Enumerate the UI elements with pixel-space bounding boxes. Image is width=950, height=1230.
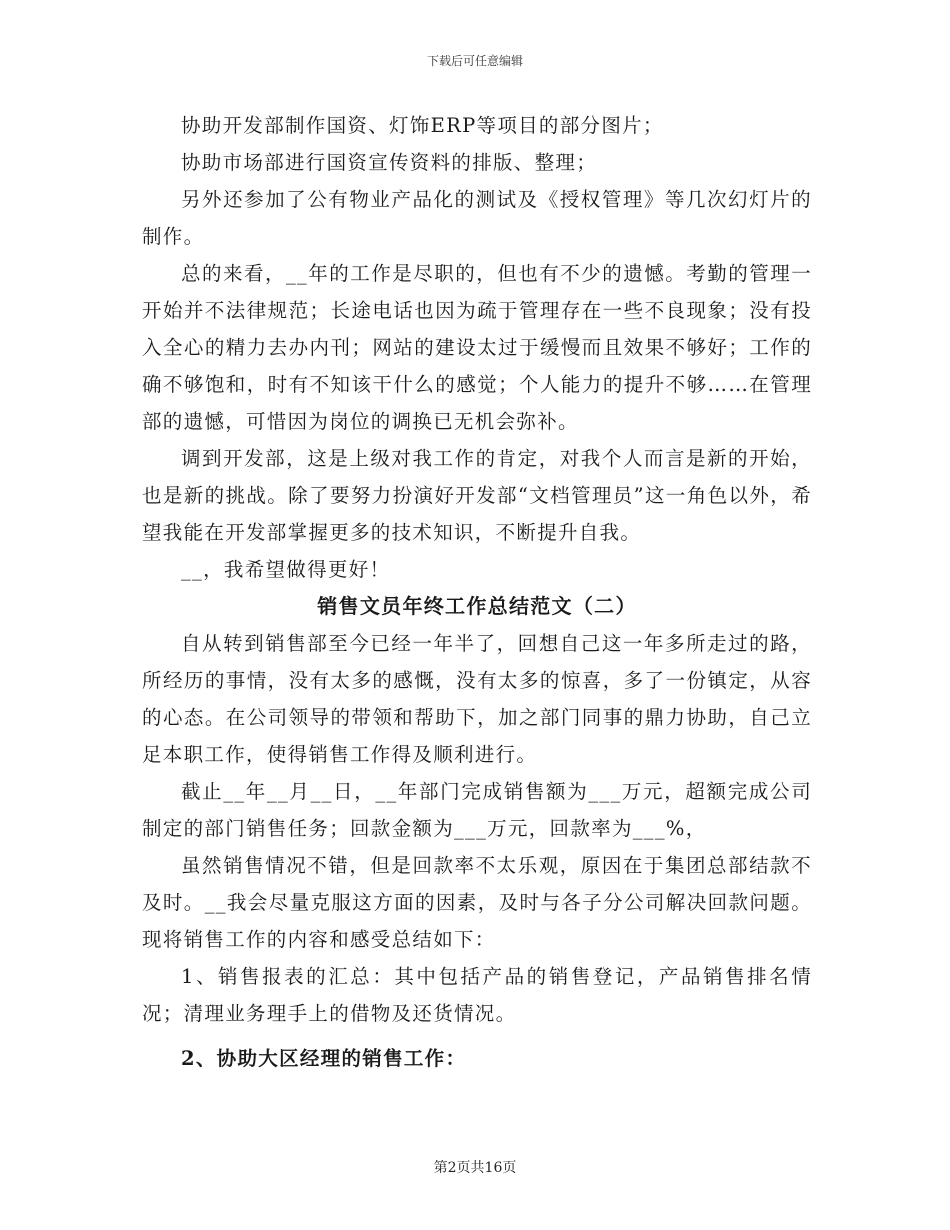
page-footer: 第2页共16页	[433, 1160, 517, 1176]
paragraph: __，我希望做得更好！	[181, 558, 391, 581]
paragraph: 1、销售报表的汇总：其中包括产品的销售登记，产品销售排名情况；清理业务理手上的借物及还货情况。	[142, 965, 812, 1025]
paragraph: 总的来看，__年的工作是尽职的，但也有不少的遗憾。考勤的管理一开始并不法律规范；长途电话也因为疏于管理存在一些不良现象；没有投入全心的精力去办内刊；网站的建设太过于缓慢而且效果不够好；工作的确不够饱和，时有不知该干什么的感觉；个人能力的提升不够……在管理部的遗憾，可惜因为岗位的调换已无机会弥补。	[142, 262, 812, 433]
page-header: 下载后可任意编辑	[426, 54, 523, 68]
paragraph: 虽然销售情况不错，但是回款率不太乐观，原因在于集团总部结款不及时。__我会尽量克服这方面的因素，及时与各子分公司解决回款问题。现将销售工作的内容和感受总结如下：	[142, 854, 812, 951]
paragraph: 自从转到销售部至今已经一年半了，回想自己这一年多所走过的路，所经历的事情，没有太多的感慨，没有太多的惊喜，多了一份镇定，从容的心态。在公司领导的带领和帮助下，加之部门同事的鼎力协助，自己立足本职工作，使得销售工作得及顺利进行。	[142, 632, 812, 766]
paragraph: 协助市场部进行国资宣传资料的排版、整理；	[181, 151, 598, 174]
paragraph: 协助开发部制作国资、灯饰ERP等项目的部分图片；	[181, 114, 664, 137]
paragraph: 调到开发部，这是上级对我工作的肯定，对我个人而言是新的开始，也是新的挑战。除了要努力扮演好开发部“文档管理员”这一角色以外，希望我能在开发部掌握更多的技术知识，不断提升自我。	[142, 447, 812, 544]
document-body	[142, 107, 812, 1077]
section-title: 销售文员年终工作总结范文（二）	[317, 594, 637, 618]
bold-subheading: 2、协助大区经理的销售工作：	[181, 1047, 467, 1070]
paragraph: 截止__年__月__日，__年部门完成销售额为___万元，超额完成公司制定的部门销售任务；回款金额为___万元，回款率为___%，	[142, 780, 812, 840]
paragraph: 另外还参加了公有物业产品化的测试及《授权管理》等几次幻灯片的制作。	[142, 188, 812, 248]
